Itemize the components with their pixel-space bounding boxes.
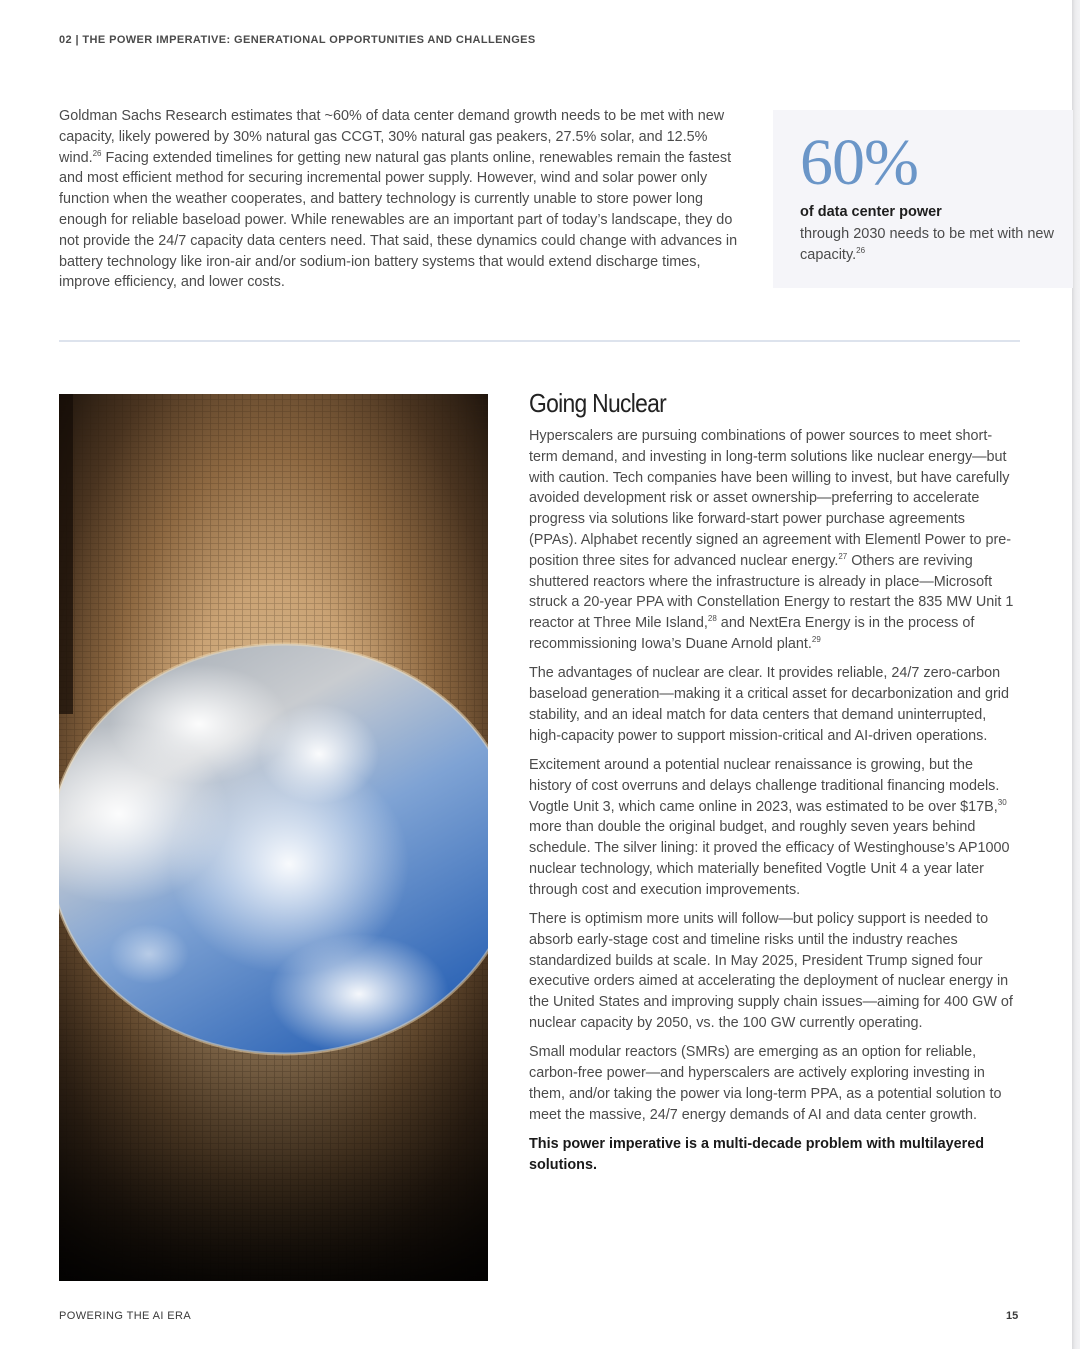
callout-lead: of data center power xyxy=(800,204,942,220)
paragraph-hyperscalers xyxy=(529,426,1017,655)
paragraph-advantages: The advantages of nuclear are clear. It provides reliable, 24/7 zero-carbon baseload generation—making it a critical asset for decarbonization and grid stability, and an ideal match for data centers that demand uninterrupted, high-capacity power to support mission-critical and AI-driven operations. xyxy=(529,665,1009,744)
footnote-ref[interactable]: 26 xyxy=(856,246,866,256)
cooling-tower-image-icon xyxy=(59,394,488,1281)
page-number: 15 xyxy=(1006,1310,1019,1322)
paragraph-policy: There is optimism more units will follow—but policy support is needed to absorb early-stage cost and timeline risks until the industry reaches standardized builds at scale. In May 2025, President Trump signed four executive orders aimed at accelerating the deployment of nuclear energy in the United States and improving supply chain issues—aiming for 400 GW of nuclear capacity by 2050, vs. the 100 GW currently operating. xyxy=(529,911,1013,1032)
footnote-ref[interactable]: 26 xyxy=(92,148,102,158)
intro-text-b: Facing extended timelines for getting new natural gas plants online, renewables remain the fastest and most efficient method for securing incremental power supply. However, wind and solar power only function when the weather cooperates, and battery technology is currently unable to store power long enough for reliable baseload power. While renewables are an important part of today’s landscape, they do not provide the 24/7 capacity data centers need. That said, these dynamics could change with advances in battery technology like iron-air and/or sodium-ion battery systems that would extend discharge times, improve efficiency, and lower costs. xyxy=(59,149,738,291)
footnote-ref[interactable]: 29 xyxy=(811,635,821,645)
paragraph-smr: Small modular reactors (SMRs) are emerging as an option for reliable, carbon-free power—and hyperscalers are actively exploring investing in them, and/or taking the power via long-term PPA, as a potential solution to meet the massive, 24/7 energy demands of AI and data center growth. xyxy=(529,1044,1002,1123)
section-divider xyxy=(59,340,1020,342)
footnote-ref[interactable]: 28 xyxy=(707,614,717,624)
callout-description xyxy=(800,224,1060,266)
cooling-tower-photo xyxy=(59,394,488,1281)
paragraph-renaissance xyxy=(529,755,1017,901)
stat-callout xyxy=(773,110,1073,288)
callout-stat: 60% xyxy=(800,126,918,199)
intro-paragraph xyxy=(59,106,749,293)
p1-text-a: Hyperscalers are pursuing combinations of power sources to meet short-term demand, and investing in long-term solutions like nuclear energy—but with caution. Tech companies have been willing to invest, but have carefully avoided development risk or asset ownership—preferring to accelerate progress via solutions like forward-start power purchase agreements (PPAs). Alphabet recently signed an agreement with Elementl Power to pre-position three sites for advanced nuclear energy. xyxy=(529,428,1012,569)
section-title: Going Nuclear xyxy=(529,388,667,418)
p3-text-a: Excitement around a potential nuclear renaissance is growing, but the history of cost overruns and delays challenge traditional financing models. Vogtle Unit 3, which came online in 2023, was estimated to be over $17B, xyxy=(529,756,1000,815)
p3-text-b: more than double the original budget, and roughly seven years behind schedule. The silver lining: it proved the efficacy of Westinghouse’s AP1000 nuclear technology, which materially benefited Vogtle Unit 4 a year later through cost and execution improvements. xyxy=(529,819,1010,898)
footnote-ref[interactable]: 30 xyxy=(997,797,1007,807)
callout-rest-text: through 2030 needs to be met with new capacity. xyxy=(800,226,1054,263)
intro-text-a: Goldman Sachs Research estimates that ~60% of data center demand growth needs to be met with new capacity, likely powered by 30% natural gas CCGT, 30% natural gas peakers, 27.5% solar, and 12.5% wind. xyxy=(59,108,725,166)
going-nuclear-section xyxy=(529,386,1017,1184)
running-head: 02 | THE POWER IMPERATIVE: GENERATIONAL OPPORTUNITIES AND CHALLENGES xyxy=(59,34,536,46)
p1-text-b: Others are reviving shuttered reactors where the infrastructure is already in place—Microsoft struck a 20-year PPA with Constellation Energy to restart the 835 MW Unit 1 reactor at Three Mile Island, xyxy=(529,552,1014,632)
footer-publication: POWERING THE AI ERA xyxy=(59,1310,192,1322)
footnote-ref[interactable]: 27 xyxy=(838,551,848,561)
closing-statement: This power imperative is a multi-decade problem with multilayered solutions. xyxy=(529,1136,985,1173)
p1-text-c: and NextEra Energy is in the process of recommissioning Iowa’s Duane Arnold plant. xyxy=(529,615,975,652)
viewer-edge-scrollbar xyxy=(1072,0,1080,1349)
